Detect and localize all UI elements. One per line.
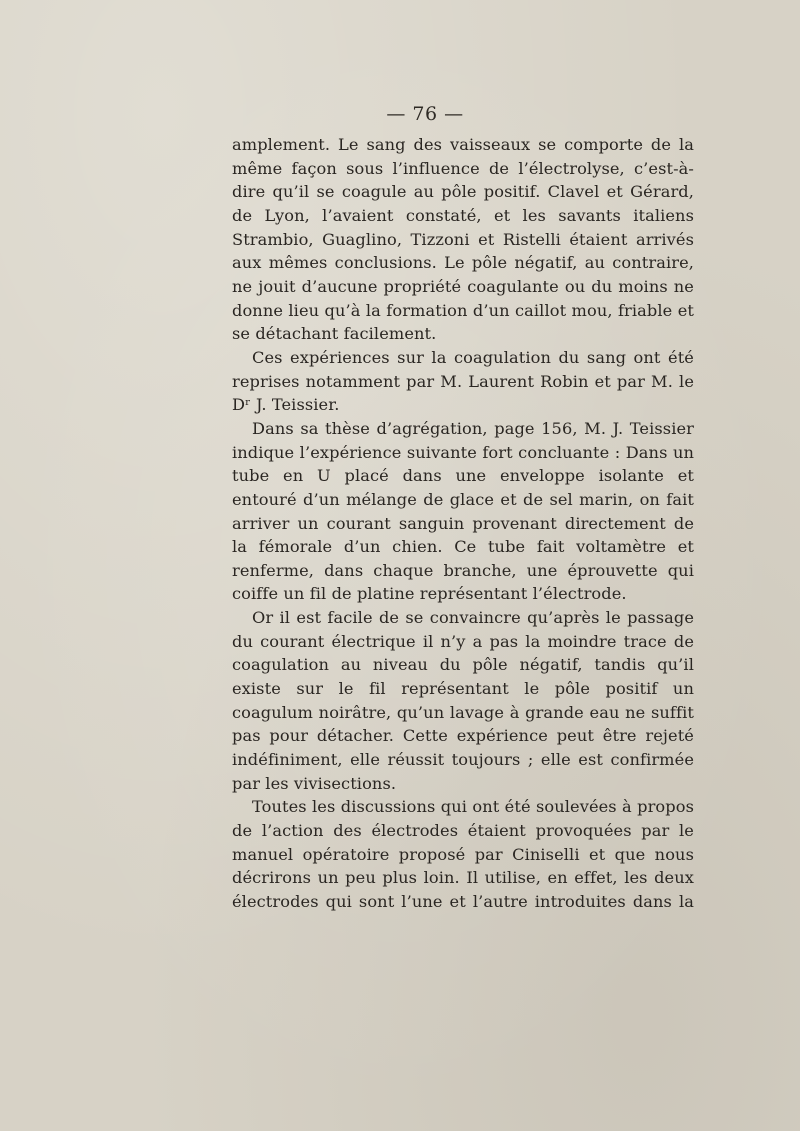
paragraph: Dans sa thèse d’agrégation, page 156, M. J. Teissier indique l’expérience suivante fort concluante : Dans un tube en U placé dans une enveloppe isolante et entouré d’un mélange de glace et de sel marin, on fait arriver un courant sanguin provenant directement de la fémorale d’un chien. Ce tube fait voltamètre et renferme, dans chaque branche, une éprouvette qui coiffe un fil de platine représentant l’électrode. [232,418,694,604]
paragraph: Toutes les discussions qui ont été soulevées à propos de l’action des électrodes étaient provoquées par le manuel opératoire proposé par Ciniselli et que nous décrirons un peu plus loin. Il utilise, en effet, les deux électrodes qui sont l’une et l’autre introduites dans la [232,797,694,911]
page-number: — 76 — [386,103,464,125]
paragraph: Or il est facile de se convaincre qu’après le passage du courant électrique il n’y a pas la moindre trace de coagulation au niveau du pôle négatif, tandis qu’il existe sur le fil représentant le pôle positif un coagulum noirâtre, qu’un lavage à grande eau ne suffit pas pour détacher. Cette expérience peut être rejeté indéfiniment, elle réussit toujours ; elle est confirmée par les vivisections. [232,608,694,793]
paragraph: amplement. Le sang des vaisseaux se comporte de la même façon sous l’influence de l’électrolyse, c’est-à-dire qu’il se coagule au pôle positif. Clavel et Gérard, de Lyon, l’avaient constaté, et les savants italiens Strambio, Guaglino, Tizzoni et Ristelli étaient arrivés aux mêmes conclusions. Le pôle négatif, au contraire, ne jouit d’aucune propriété coagulante ou du moins ne donne lieu qu’à la formation d’un caillot mou, friable et se détachant facilement. [232,135,694,344]
body-text [232,133,694,914]
paragraph: Ces expériences sur la coagulation du sang ont été reprises notamment par M. Laurent Robin et par M. le Dʳ J. Teissier. [232,347,694,415]
